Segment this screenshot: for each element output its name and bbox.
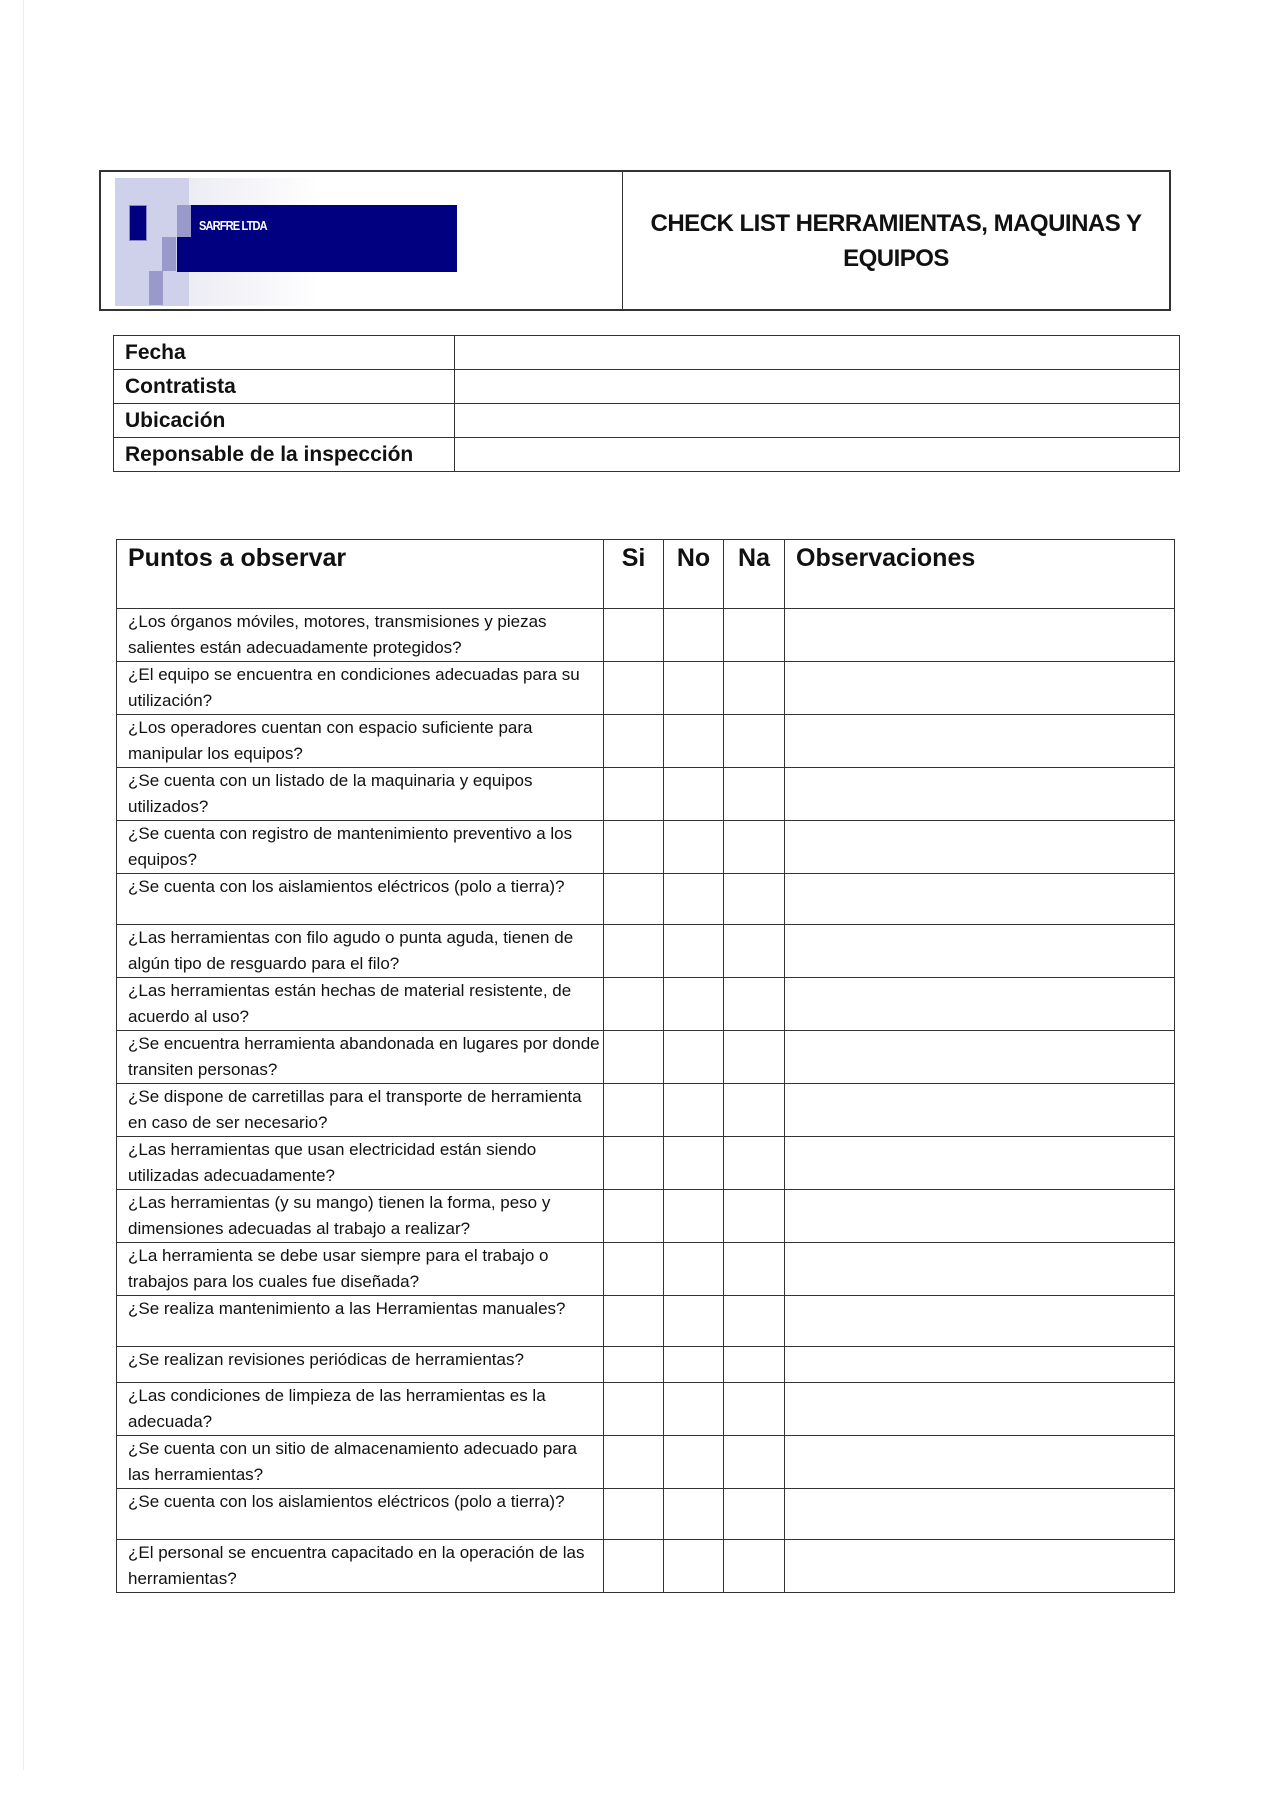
checklist-question: ¿El personal se encuentra capacitado en la operación de las herramientas? xyxy=(117,1540,604,1593)
na-cell[interactable] xyxy=(724,1540,785,1593)
na-cell[interactable] xyxy=(724,1383,785,1436)
checklist-question: ¿La herramienta se debe usar siempre para el trabajo o trabajos para los cuales fue diseñada? xyxy=(117,1243,604,1296)
na-cell[interactable] xyxy=(724,874,785,925)
checklist-row xyxy=(117,715,1175,768)
info-row xyxy=(114,438,1180,472)
si-cell[interactable] xyxy=(604,1296,664,1347)
observations-cell[interactable] xyxy=(785,1084,1175,1137)
observations-cell[interactable] xyxy=(785,1383,1175,1436)
checklist-question: ¿Las condiciones de limpieza de las herramientas es la adecuada? xyxy=(117,1383,604,1436)
si-cell[interactable] xyxy=(604,1436,664,1489)
checklist-row xyxy=(117,925,1175,978)
checklist-row xyxy=(117,1243,1175,1296)
info-label: Ubicación xyxy=(114,404,455,438)
no-cell[interactable] xyxy=(664,821,724,874)
si-cell[interactable] xyxy=(604,1243,664,1296)
observations-cell[interactable] xyxy=(785,1190,1175,1243)
info-label: Fecha xyxy=(114,336,455,370)
observations-cell[interactable] xyxy=(785,715,1175,768)
checklist-row xyxy=(117,1296,1175,1347)
si-cell[interactable] xyxy=(604,609,664,662)
si-cell[interactable] xyxy=(604,1489,664,1540)
si-cell[interactable] xyxy=(604,1540,664,1593)
checklist-question: ¿Se cuenta con registro de mantenimiento preventivo a los equipos? xyxy=(117,821,604,874)
si-cell[interactable] xyxy=(604,1383,664,1436)
na-cell[interactable] xyxy=(724,1436,785,1489)
observations-cell[interactable] xyxy=(785,1489,1175,1540)
no-cell[interactable] xyxy=(664,1540,724,1593)
checklist-question: ¿Se realiza mantenimiento a las Herramientas manuales? xyxy=(117,1296,604,1347)
na-cell[interactable] xyxy=(724,821,785,874)
checklist-row xyxy=(117,1489,1175,1540)
checklist-question: ¿Se cuenta con un sitio de almacenamiento adecuado para las herramientas? xyxy=(117,1436,604,1489)
checklist-question: ¿Las herramientas están hechas de material resistente, de acuerdo al uso? xyxy=(117,978,604,1031)
no-cell[interactable] xyxy=(664,1084,724,1137)
checklist-row xyxy=(117,1383,1175,1436)
info-value-field[interactable] xyxy=(455,370,1180,404)
checklist-row xyxy=(117,1031,1175,1084)
na-cell[interactable] xyxy=(724,1137,785,1190)
checklist-row xyxy=(117,1347,1175,1383)
checklist-question: ¿Se cuenta con los aislamientos eléctricos (polo a tierra)? xyxy=(117,874,604,925)
observations-cell[interactable] xyxy=(785,1137,1175,1190)
checklist-question: ¿Las herramientas con filo agudo o punta aguda, tienen de algún tipo de resguardo para el filo? xyxy=(117,925,604,978)
info-row xyxy=(114,370,1180,404)
na-cell[interactable] xyxy=(724,1347,785,1383)
checklist-question: ¿Se dispone de carretillas para el transporte de herramienta en caso de ser necesario? xyxy=(117,1084,604,1137)
checklist-question: ¿Los órganos móviles, motores, transmisiones y piezas salientes están adecuadamente protegidos? xyxy=(117,609,604,662)
checklist-header-row xyxy=(117,540,1175,609)
checklist-row xyxy=(117,662,1175,715)
observations-cell[interactable] xyxy=(785,768,1175,821)
observations-cell[interactable] xyxy=(785,1296,1175,1347)
si-cell[interactable] xyxy=(604,1084,664,1137)
no-cell[interactable] xyxy=(664,978,724,1031)
info-value-field[interactable] xyxy=(455,438,1180,472)
no-cell[interactable] xyxy=(664,1347,724,1383)
na-cell[interactable] xyxy=(724,1489,785,1540)
na-cell[interactable] xyxy=(724,609,785,662)
observations-cell[interactable] xyxy=(785,925,1175,978)
observations-cell[interactable] xyxy=(785,978,1175,1031)
na-cell[interactable] xyxy=(724,1296,785,1347)
no-cell[interactable] xyxy=(664,925,724,978)
checklist-question: ¿Se cuenta con los aislamientos eléctricos (polo a tierra)? xyxy=(117,1489,604,1540)
si-cell[interactable] xyxy=(604,715,664,768)
no-cell[interactable] xyxy=(664,1137,724,1190)
na-cell[interactable] xyxy=(724,1243,785,1296)
na-cell[interactable] xyxy=(724,1190,785,1243)
checklist-row xyxy=(117,1084,1175,1137)
si-cell[interactable] xyxy=(604,978,664,1031)
si-cell[interactable] xyxy=(604,1347,664,1383)
observations-cell[interactable] xyxy=(785,1347,1175,1383)
si-cell[interactable] xyxy=(604,768,664,821)
info-table xyxy=(113,335,1180,472)
no-cell[interactable] xyxy=(664,768,724,821)
no-cell[interactable] xyxy=(664,1190,724,1243)
no-cell[interactable] xyxy=(664,1243,724,1296)
no-cell[interactable] xyxy=(664,874,724,925)
checklist-question: ¿El equipo se encuentra en condiciones adecuadas para su utilización? xyxy=(117,662,604,715)
checklist-row xyxy=(117,609,1175,662)
info-label: Contratista xyxy=(114,370,455,404)
observations-cell[interactable] xyxy=(785,1031,1175,1084)
no-cell[interactable] xyxy=(664,1383,724,1436)
si-cell[interactable] xyxy=(604,1190,664,1243)
observations-cell[interactable] xyxy=(785,662,1175,715)
no-cell[interactable] xyxy=(664,1436,724,1489)
info-row xyxy=(114,336,1180,370)
info-label: Reponsable de la inspección xyxy=(114,438,455,472)
checklist-question: ¿Las herramientas que usan electricidad están siendo utilizadas adecuadamente? xyxy=(117,1137,604,1190)
no-cell[interactable] xyxy=(664,1031,724,1084)
no-cell[interactable] xyxy=(664,715,724,768)
col-header-points: Puntos a observar xyxy=(117,540,604,609)
observations-cell[interactable] xyxy=(785,821,1175,874)
checklist-question: ¿Se cuenta con un listado de la maquinaria y equipos utilizados? xyxy=(117,768,604,821)
info-value-field[interactable] xyxy=(455,404,1180,438)
checklist-question: ¿Las herramientas (y su mango) tienen la forma, peso y dimensiones adecuadas al trabajo a realizar? xyxy=(117,1190,604,1243)
col-header-no: No xyxy=(664,540,724,609)
na-cell[interactable] xyxy=(724,1031,785,1084)
document-title: CHECK LIST HERRAMIENTAS, MAQUINAS Y EQUIPOS xyxy=(650,209,1142,272)
checklist-question: ¿Se realizan revisiones periódicas de herramientas? xyxy=(117,1347,604,1383)
no-cell[interactable] xyxy=(664,1489,724,1540)
no-cell[interactable] xyxy=(664,609,724,662)
col-header-observations: Observaciones xyxy=(785,540,1175,609)
document-header xyxy=(99,170,1171,311)
col-header-si: Si xyxy=(604,540,664,609)
na-cell[interactable] xyxy=(724,925,785,978)
checklist-row xyxy=(117,1540,1175,1593)
si-cell[interactable] xyxy=(604,874,664,925)
na-cell[interactable] xyxy=(724,1084,785,1137)
checklist-row xyxy=(117,768,1175,821)
no-cell[interactable] xyxy=(664,662,724,715)
checklist-row xyxy=(117,1190,1175,1243)
observations-cell[interactable] xyxy=(785,1243,1175,1296)
si-cell[interactable] xyxy=(604,662,664,715)
info-value-field[interactable] xyxy=(455,336,1180,370)
info-row xyxy=(114,404,1180,438)
no-cell[interactable] xyxy=(664,1296,724,1347)
checklist-question: ¿Se encuentra herramienta abandonada en lugares por donde transiten personas? xyxy=(117,1031,604,1084)
observations-cell[interactable] xyxy=(785,874,1175,925)
company-logo xyxy=(101,172,623,309)
checklist-row xyxy=(117,1436,1175,1489)
checklist-row xyxy=(117,874,1175,925)
na-cell[interactable] xyxy=(724,662,785,715)
na-cell[interactable] xyxy=(724,768,785,821)
checklist-row xyxy=(117,978,1175,1031)
checklist-row xyxy=(117,821,1175,874)
si-cell[interactable] xyxy=(604,1031,664,1084)
si-cell[interactable] xyxy=(604,821,664,874)
checklist-row xyxy=(117,1137,1175,1190)
page-edge xyxy=(23,0,24,1770)
observations-cell[interactable] xyxy=(785,609,1175,662)
si-cell[interactable] xyxy=(604,1137,664,1190)
checklist-table xyxy=(116,539,1175,1593)
observations-cell[interactable] xyxy=(785,1540,1175,1593)
checklist-question: ¿Los operadores cuentan con espacio suficiente para manipular los equipos? xyxy=(117,715,604,768)
col-header-na: Na xyxy=(724,540,785,609)
na-cell[interactable] xyxy=(724,978,785,1031)
na-cell[interactable] xyxy=(724,715,785,768)
logo-text: SARFRE LTDA xyxy=(199,218,267,233)
si-cell[interactable] xyxy=(604,925,664,978)
observations-cell[interactable] xyxy=(785,1436,1175,1489)
